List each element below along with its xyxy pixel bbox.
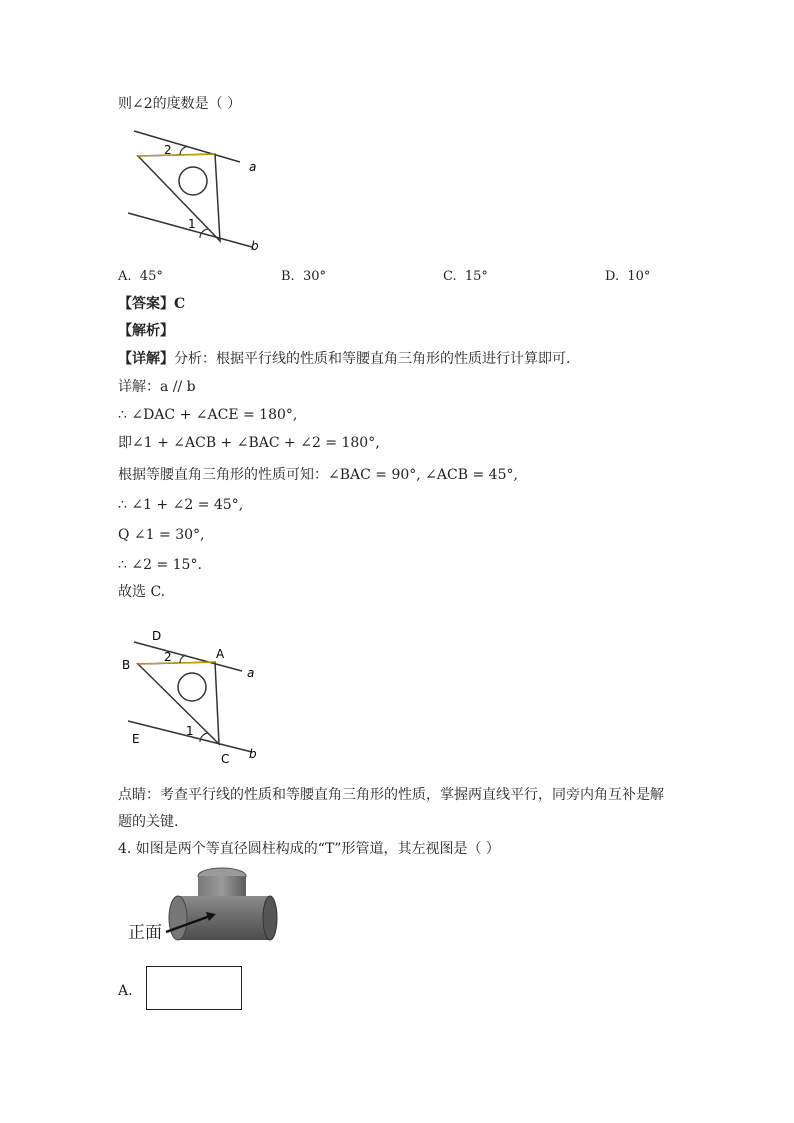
- option-letter: B.: [281, 269, 295, 284]
- option-value: 30°: [302, 269, 326, 284]
- label-line-b: b: [251, 239, 259, 253]
- question-4-stem: 4. 如图是两个等直径圆柱构成的“T”形管道，其左视图是（ ）: [118, 841, 500, 857]
- analysis-tag: 【解析】: [118, 323, 174, 339]
- answer-tag: 【答案】C: [118, 296, 186, 312]
- q4-option-a-rectangle[interactable]: [146, 966, 242, 1010]
- angle-2-arc: [180, 147, 186, 155]
- question-stem: 则∠2的度数是（ ）: [118, 96, 242, 112]
- label-line-a: a: [249, 160, 257, 174]
- detail-paragraph: [118, 350, 570, 368]
- geometry-figure-1: [120, 125, 270, 257]
- comment-line-1: 点睛：考查平行线的性质和等腰直角三角形的性质，掌握两直线平行，同旁内角互补是解: [118, 787, 664, 803]
- option-letter: C.: [443, 269, 457, 284]
- option-c[interactable]: [443, 268, 488, 286]
- pipe-horizontal: [178, 896, 270, 940]
- detail-tag: 【详解】: [118, 351, 174, 367]
- option-value: 15°: [464, 269, 488, 284]
- option-letter: D.: [605, 269, 620, 284]
- triangle-hole: [179, 167, 207, 195]
- detail-text: 分析：根据平行线的性质和等腰直角三角形的性质进行计算即可.: [174, 351, 571, 367]
- label-point-c: C: [221, 752, 230, 766]
- solution-line-3: 即∠1 + ∠ACB + ∠BAC + ∠2 = 180°,: [118, 435, 380, 451]
- label-angle-2: 2: [164, 143, 172, 157]
- comment-line-2: 题的关键.: [118, 814, 179, 830]
- option-d[interactable]: [605, 268, 650, 286]
- solution-line-8: 故选 C.: [118, 584, 166, 600]
- solution-line-2: ∴ ∠DAC + ∠ACE = 180°,: [118, 407, 298, 423]
- solution-line-5: ∴ ∠1 + ∠2 = 45°,: [118, 497, 244, 513]
- q4-option-a-letter[interactable]: A.: [118, 983, 133, 999]
- label-point-a: A: [216, 647, 225, 661]
- triangle: [138, 662, 219, 744]
- triangle: [138, 154, 220, 241]
- label-angle-1: 1: [186, 724, 194, 738]
- solution-line-7: ∴ ∠2 = 15°.: [118, 557, 202, 573]
- solution-line-4: 根据等腰直角三角形的性质可知：∠BAC = 90°, ∠ACB = 45°,: [118, 467, 518, 483]
- option-letter: A.: [118, 269, 132, 284]
- solution-line-1: 详解：a // b: [118, 379, 196, 395]
- solution-line-6: Q ∠1 = 30°,: [118, 527, 205, 543]
- label-point-b: B: [122, 658, 131, 672]
- label-angle-1: 1: [188, 217, 196, 231]
- option-b[interactable]: [281, 268, 326, 286]
- pipe-right-end: [263, 896, 277, 940]
- label-line-a: a: [247, 666, 255, 680]
- pipe-left-end: [169, 896, 187, 940]
- label-line-b: b: [249, 747, 257, 761]
- line-a: [134, 642, 242, 671]
- label-point-d: D: [152, 629, 162, 643]
- geometry-figure-2: [118, 625, 268, 770]
- option-a[interactable]: [118, 268, 163, 286]
- triangle-hole: [178, 673, 206, 701]
- front-label: 正面: [128, 918, 162, 943]
- label-angle-2: 2: [164, 650, 172, 664]
- label-point-e: E: [132, 732, 140, 746]
- line-a: [134, 131, 240, 162]
- option-value: 10°: [627, 269, 651, 284]
- option-value: 45°: [139, 269, 163, 284]
